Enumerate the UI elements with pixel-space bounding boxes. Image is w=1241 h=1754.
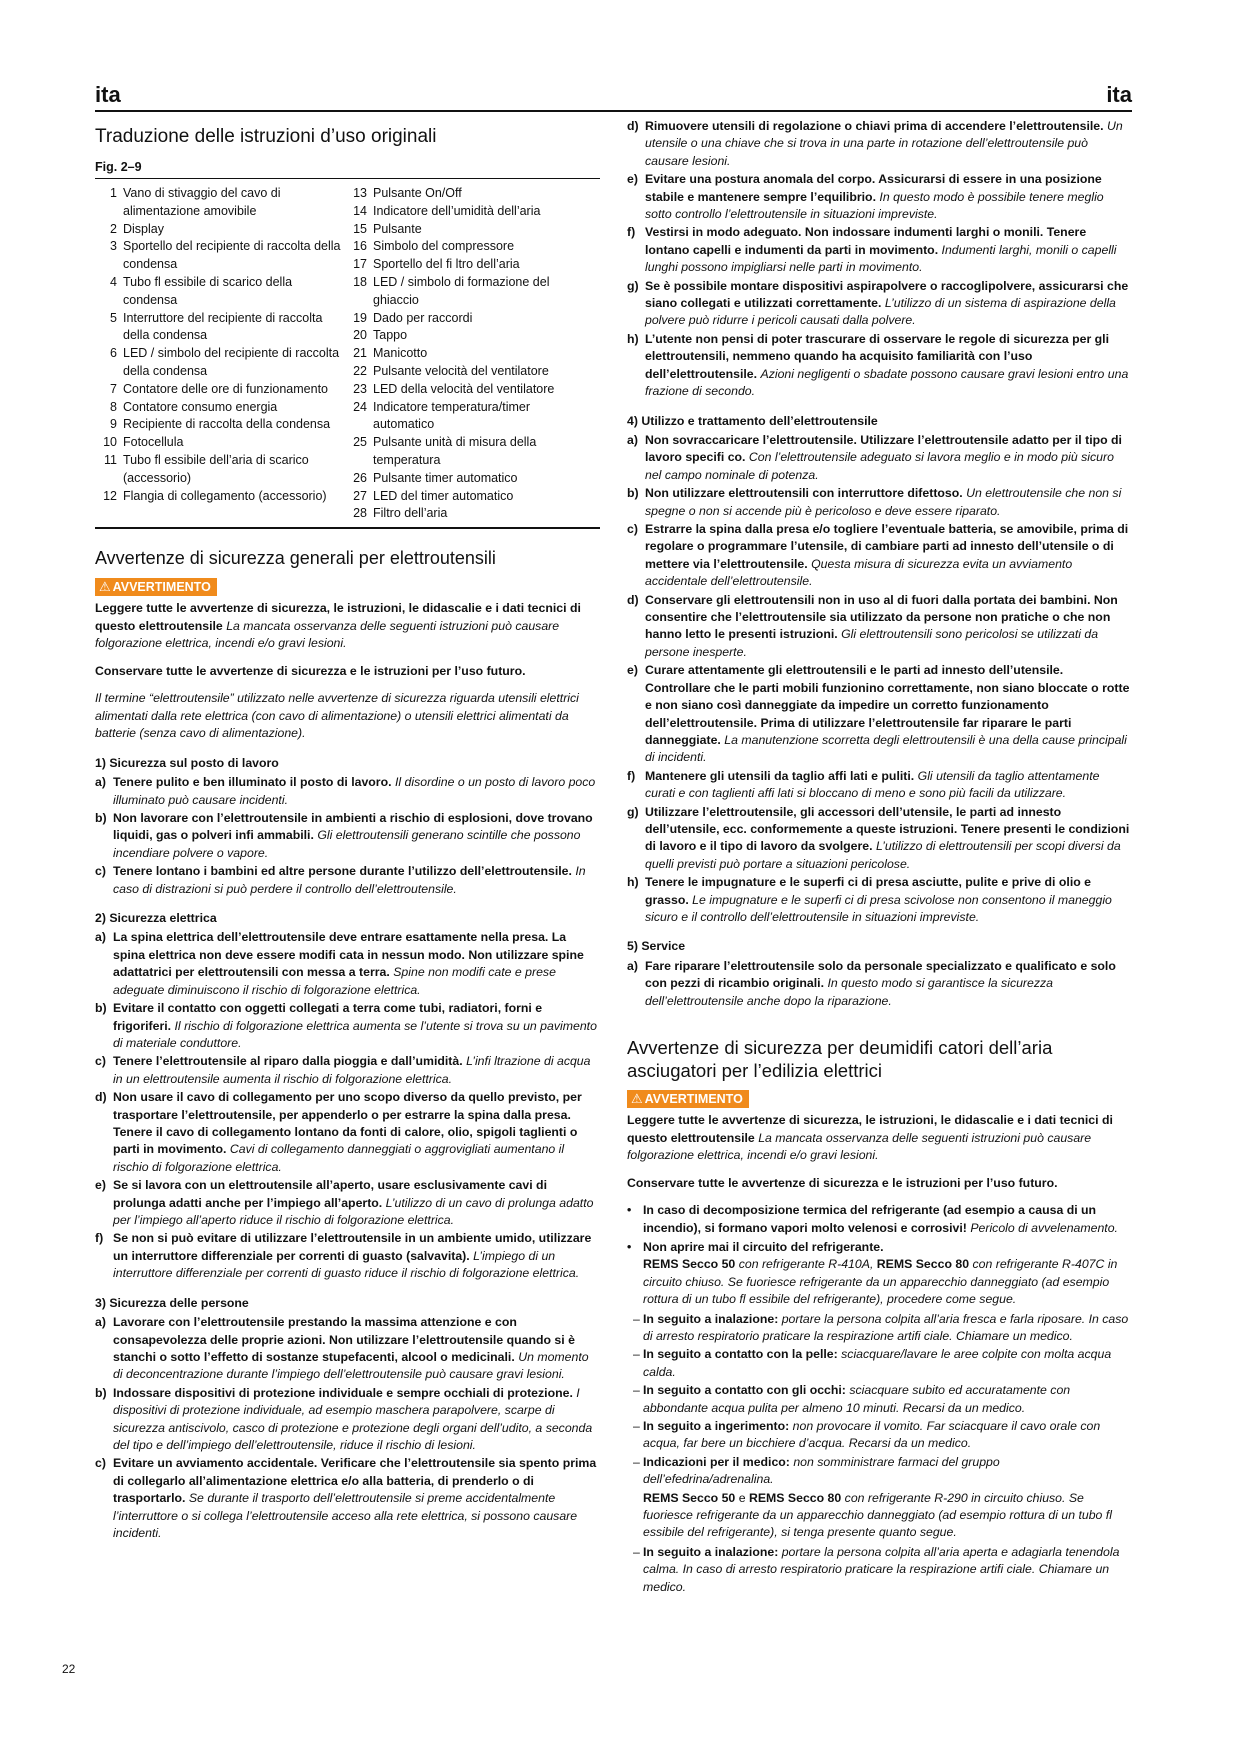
list-item [627, 768, 1132, 803]
item-italic-text: Gli utensili da taglio attentamente curati e con taglienti affi lati si bloccano di meno e sono più facili da utilizzare. [645, 768, 1100, 801]
first-aid-item [633, 1311, 1132, 1346]
item-bold-text: Se non si può evitare di utilizzare l’elettroutensile in un ambiente umido, utilizzare un interruttore differenziale per correnti di guasto (salvavita). [113, 1231, 592, 1263]
item-body [645, 958, 1132, 1010]
item-body [645, 118, 1132, 170]
item-letter: f) [95, 1231, 104, 1246]
list-item [627, 331, 1132, 401]
list-item [627, 874, 1132, 926]
legend-number: 10 [103, 435, 117, 450]
legend-text: Filtro dell’aria [373, 506, 448, 521]
item-bold-text: Se si lavora con un elettroutensile all’aperto, usare esclusivamente cavi di prolunga adatti anche per l’impiego all’aperto. [113, 1178, 547, 1210]
bullet-decomposition: • In caso di decomposizione termica del refrigerante (ad esempio a causa di un incendio), si formano vapori molto velenosi e corrosivi! Pericolo di avvelenamento. [627, 1202, 1132, 1237]
page-number: 22 [62, 1662, 76, 1676]
legend-text: Sportello del fi ltro dell’aria [373, 257, 520, 272]
item-letter: f) [627, 768, 636, 783]
first-aid-item [633, 1382, 1132, 1417]
first-aid-text: portare la persona colpita all’aria aperta e adagiarla tenendola calma. In caso di arresto respiratorio praticare la respirazione artifi ciale. Chiamare un medico. [643, 1544, 1120, 1594]
legend-item [345, 381, 590, 399]
item-italic-text: Il disordine o un posto di lavoro poco illuminato può causare incidenti. [113, 775, 596, 807]
general-term: Il termine “elettroutensile” utilizzato nelle avvertenze di sicurezza riguarda utensili elettrici alimentati dalla rete elettrica (con cavo di alimentazione) o utensili elettrici alimentati da batterie (senza cavo di alimentazione). [95, 691, 579, 741]
item-bold-text: L’utente non pensi di poter trascurare di osservare le regole di sicurezza per gli elettroutensili, nemmeno quando ha acquisito familiarità con l’uso dell’elettroutensile. [645, 331, 1110, 381]
item-body [113, 863, 600, 898]
legend-item [345, 363, 590, 381]
item-italic-text: In caso di distrazioni si può perdere il controllo dell’elettroutensile. [113, 864, 586, 896]
first-aid-heading: In seguito a ingerimento: [643, 1418, 790, 1433]
dash-marker: – [633, 1311, 640, 1326]
item-italic-text: Indumenti larghi, monili o capelli lunghi possono impigliarsi nelle parti in movimento. [645, 242, 1117, 275]
section-5-list [627, 958, 1132, 1010]
header-lang-right: ita [1106, 82, 1132, 107]
legend-text: Contatore consumo energia [123, 399, 278, 414]
legend-number: 22 [353, 363, 367, 378]
item-bold-text: Tenere le impugnature e le superfi ci di presa asciutte, pulite e prive di olio e grasso. [645, 875, 1092, 907]
item-body [645, 432, 1132, 484]
header-lang-left: ita [95, 82, 121, 107]
item-bold-text: Mantenere gli utensili da taglio affi lati e puliti. [645, 768, 915, 783]
first-aid-heading: In seguito a inalazione: [643, 1544, 779, 1559]
legend-number: 18 [353, 274, 367, 289]
dehum-intro: Leggere tutte le avvertenze di sicurezza, le istruzioni, le didascalie e i dati tecnici di questo elettroutensile La mancata osservanza delle seguenti istruzioni può causare folgorazione elettrica, incendi e/o gravi lesioni. [627, 1113, 1113, 1163]
list-item [627, 958, 1132, 1010]
legend-item [345, 434, 590, 470]
item-body [645, 521, 1132, 591]
legend-text: Interruttore del recipiente di raccolta della condensa [123, 310, 323, 343]
item-italic-text: Gli elettroutensili generano scintille che possono incendiare polvere o vapore. [113, 828, 581, 860]
item-letter: a) [95, 930, 106, 945]
item-letter: f) [627, 225, 636, 240]
warning-badge-2 [627, 1090, 749, 1108]
dehum-keep: Conservare tutte le avvertenze di sicurezza e le istruzioni per l’uso futuro. [627, 1175, 1058, 1190]
first-aid-text: sciacquare/lavare le aree colpite con molta acqua calda. [643, 1347, 1112, 1379]
legend-item [95, 434, 345, 452]
first-aid-list-1 [627, 1311, 1132, 1489]
dehumidifier-safety-title: Avvertenze di sicurezza per deumidifi catori dell’aria asciugatori per l’edilizia elettrici [627, 1037, 1053, 1082]
left-column [95, 118, 600, 1543]
item-letter: b) [95, 810, 107, 825]
legend-number: 19 [353, 310, 367, 325]
item-bold-text: Evitare un avviamento accidentale. Verificare che l’elettroutensile sia spento prima di collegarlo all’alimentazione elettrica e/o alla batteria, di prenderlo o di trasportarlo. [113, 1456, 597, 1506]
item-body [113, 810, 600, 862]
legend-text: LED del timer automatico [373, 488, 514, 503]
first-aid-text: non somministrare farmaci del gruppo dell’efedrina/adrenalina. [643, 1454, 1000, 1487]
item-bold-text: Tenere pulito e ben illuminato il posto di lavoro. [113, 775, 392, 790]
item-italic-text: Le impugnature e le superfi ci di presa scivolose non consentono il maneggio sicuro e il controllo dell’elettroutensile in situazioni impreviste. [645, 892, 1112, 924]
list-item [95, 1385, 600, 1455]
first-aid-item [633, 1346, 1132, 1381]
item-bold-text: Non sovraccaricare l’elettroutensile. Utilizzare l’elettroutensile adatto per il tipo di lavoro specifi co. [645, 433, 1122, 465]
legend-text: Pulsante timer automatico [373, 470, 518, 485]
list-item [95, 1089, 600, 1176]
legend-number: 26 [353, 470, 367, 485]
legend-left-list [95, 185, 345, 523]
section-1-title: 1) Sicurezza sul posto di lavoro [95, 755, 279, 770]
list-item [627, 485, 1132, 520]
legend-item [95, 452, 345, 488]
list-item [95, 774, 600, 809]
legend-item [95, 221, 345, 239]
item-body [645, 485, 1132, 520]
item-bold-text: Evitare il contatto con oggetti collegati a terra come tubi, radiatori, forni e frigoriferi. [113, 1001, 543, 1033]
item-body [645, 171, 1132, 223]
dash-marker: – [633, 1454, 640, 1469]
legend-item [345, 505, 590, 523]
item-letter: g) [627, 804, 639, 819]
legend-text: LED della velocità del ventilatore [373, 381, 555, 396]
general-safety-title: Avvertenze di sicurezza generali per elettroutensili [95, 548, 496, 569]
item-letter: b) [95, 1385, 107, 1400]
item-italic-text: L’utilizzo di un sistema di aspirazione della polvere può ridurre i pericoli causati dalla polvere. [645, 296, 1116, 328]
legend-text: Fotocellula [123, 435, 184, 450]
legend-text: Pulsante velocità del ventilatore [373, 363, 549, 378]
list-item [95, 1000, 600, 1052]
item-italic-text: Un utensile o una chiave che si trova in una parte in rotazione dell’elettroutensile può causare lesioni. [645, 119, 1123, 168]
item-letter: a) [95, 775, 106, 790]
item-bold-text: Lavorare con l’elettroutensile prestando la massima attenzione e con consapevolezza delle proprie azioni. Non utilizzare l’elettroutensile quando si è stanchi o sotto l’effetto di sostanze stupefacenti, alcool o medicinali. [113, 1315, 575, 1364]
legend-number: 15 [353, 221, 367, 236]
item-letter: h) [627, 331, 639, 346]
legend-number: 13 [353, 186, 367, 200]
list-item [627, 432, 1132, 484]
legend-number: 20 [353, 328, 367, 343]
page-header [95, 80, 1132, 112]
legend-item [95, 238, 345, 274]
legend-text: Tappo [373, 328, 408, 343]
dash-marker: – [633, 1544, 640, 1559]
legend-item [345, 274, 590, 310]
item-italic-text: Gli elettroutensili sono pericolosi se utilizzati da persone inesperte. [645, 627, 1099, 659]
item-body [645, 331, 1132, 401]
section-3-list [95, 1314, 600, 1542]
item-letter: c) [627, 522, 638, 537]
first-aid-text: non provocare il vomito. Far sciacquare il cavo orale con acqua, far bere un bicchiere d’acqua. Recarsi da un medico. [643, 1418, 1101, 1451]
legend-text: Tubo fl essibile di scarico della condensa [123, 274, 293, 307]
legend-text: LED / simbolo di formazione del ghiaccio [373, 274, 550, 307]
item-body [113, 1385, 600, 1455]
list-item [627, 171, 1132, 223]
list-item [95, 1455, 600, 1542]
section-2-title: 2) Sicurezza elettrica [95, 910, 217, 925]
legend-item [345, 185, 590, 203]
item-body [113, 1000, 600, 1052]
warning-label-2: AVVERTIMENTO [644, 1092, 743, 1107]
legend-item [95, 345, 345, 381]
item-bold-text: Conservare gli elettroutensili non in uso al di fuori dalla portata dei bambini. Non consentire che l’elettroutensile sia utilizzato da persone non pratiche o che non hanno letto le presenti istruzioni. [645, 592, 1118, 642]
item-letter: d) [627, 119, 639, 133]
legend-item [345, 221, 590, 239]
warning-triangle-icon: ⚠ [631, 1091, 643, 1107]
r290-models: REMS Secco 50 e REMS Secco 80 con refrigerante R-290 in circuito chiuso. Se fuoriesce refrigerante da un apparecchio danneggiato (ad esempio rottura di un tubo fl essibile del refrigerante), si tenga presente quanto segue. [643, 1490, 1112, 1540]
item-bold-text: Estrarre la spina dalla presa e/o togliere l’eventuale batteria, se amovibile, prima di regolare o programmare l’utensile, di cambiare parti ad innesto dell’utensile o di mettere via l’elettroutensile. [645, 522, 1129, 571]
section-3-continued-list [627, 118, 1132, 401]
list-item [627, 278, 1132, 330]
legend-item [95, 488, 345, 506]
item-italic-text: L’infi ltrazione di acqua in un elettroutensile aumenta il rischio di folgorazione elettrica. [113, 1054, 591, 1086]
item-italic-text: In questo modo si garantisce la sicurezza dell’elettroutensile anche dopo la riparazione. [645, 976, 1053, 1008]
first-aid-item [633, 1454, 1132, 1489]
first-aid-item [633, 1418, 1132, 1453]
legend-number: 25 [353, 435, 367, 450]
item-letter: d) [627, 592, 639, 607]
legend-item [95, 274, 345, 310]
list-item [95, 1177, 600, 1229]
right-column [627, 118, 1132, 1597]
legend-text: Pulsante unità di misura della temperatura [373, 435, 537, 467]
legend-number: 14 [353, 203, 367, 218]
legend-text: Display [123, 221, 164, 236]
legend-item [95, 416, 345, 434]
legend-number: 17 [353, 257, 367, 272]
item-body [113, 1455, 600, 1542]
legend-number: 9 [110, 417, 117, 432]
legend-text: Flangia di collegamento (accessorio) [123, 488, 327, 503]
dash-marker: – [633, 1418, 640, 1433]
item-italic-text: Azioni negligenti o sbadate possono causare gravi lesioni entro una frazione di secondo. [645, 366, 1129, 399]
dash-marker: – [633, 1347, 640, 1362]
item-italic-text: L’utilizzo di elettroutensili per scopi diversi da quelli previsti può portare a situazioni pericolose. [645, 839, 1121, 871]
item-letter: e) [627, 663, 638, 678]
list-item [95, 1314, 600, 1384]
legend-number: 8 [110, 399, 117, 414]
list-item [95, 929, 600, 999]
item-body [645, 224, 1132, 276]
item-body [113, 1314, 600, 1384]
first-aid-text: sciacquare subito ed accuratamente con abbondante acqua pulita per almeno 10 minuti. Recarsi da un medico. [643, 1383, 1071, 1415]
item-italic-text: Spine non modifi cate e prese adeguate diminuiscono il rischio di folgorazione elettrica. [113, 965, 556, 997]
legend-text: Simbolo del compressore [373, 239, 515, 254]
item-italic-text: Con l’elettroutensile adeguato si lavora meglio e in modo più sicuro nel campo nominale di potenza. [645, 450, 1114, 482]
section-5-title: 5) Service [627, 939, 686, 954]
item-bold-text: Indossare dispositivi di protezione individuale e sempre occhiali di protezione. [113, 1385, 573, 1400]
legend-text: Pulsante [373, 221, 422, 236]
item-bold-text: Evitare una postura anomala del corpo. Assicurarsi di essere in una posizione stabile e mantenere sempre l’equilibrio. [645, 172, 1102, 204]
section-4-list [627, 432, 1132, 926]
item-body [113, 1089, 600, 1176]
item-body [645, 592, 1132, 662]
first-aid-text: portare la persona colpita all’aria fresca e farla riposare. In caso di arresto respiratorio praticare la respirazione artifi ciale. Chiamare un medico. [643, 1311, 1129, 1343]
section-2-list [95, 929, 600, 1282]
item-letter: a) [627, 433, 638, 447]
legend-text: Tubo fl essibile dell’aria di scarico (accessorio) [123, 452, 309, 485]
item-bold-text: Curare attentamente gli elettroutensili e le parti ad innesto dell’utensile. Controllare che le parti mobili funzionino correttamente, non siano bloccate o rotte e non siano così danneggiate da impedire un corretto funzionamento dell’elettroutensile. Prima di utilizzare l’elettroutensile far riparare le parti danneggiate. [645, 663, 1130, 747]
first-aid-heading: In seguito a contatto con gli occhi: [643, 1383, 846, 1398]
list-item [627, 118, 1132, 170]
item-body [113, 1177, 600, 1229]
legend-text: Contatore delle ore di funzionamento [123, 381, 328, 396]
list-item [627, 592, 1132, 662]
item-italic-text: La manutenzione scorretta degli elettroutensili è una della cause principali di incidenti. [645, 732, 1127, 765]
legend-text: Sportello del recipiente di raccolta della condensa [123, 239, 341, 272]
figure-legend [95, 185, 600, 529]
item-bold-text: Se è possibile montare dispositivi aspirapolvere o raccoglipolvere, assicurarsi che siano collegati e utilizzati correttamente. [645, 278, 1129, 311]
legend-number: 24 [353, 399, 367, 414]
legend-item [95, 381, 345, 399]
item-bold-text: Non utilizzare elettroutensili con interruttore difettoso. [645, 486, 963, 501]
legend-number: 12 [103, 488, 117, 503]
item-italic-text: I dispositivi di protezione individuale, ad esempio maschera parapolvere, scarpe di sicurezza antiscivolo, casco di protezione e protezione degli organi dell’udito, a seconda del tipo e dell’impiego dell’elettroutensile, riduce il rischio di lesioni. [113, 1385, 593, 1452]
item-bold-text: Utilizzare l’elettroutensile, gli accessori dell’utensile, le parti ad innesto dell’utensile, ecc. conformemente a queste istruzioni. Tenere presenti le condizioni di lavoro e il tipo di lavoro da svolgere. [645, 804, 1130, 854]
item-italic-text: Un momento di deconcentrazione durante l’impiego dell’elettroutensile può causare gravi lesioni. [113, 1349, 589, 1382]
legend-text: Pulsante On/Off [373, 186, 462, 200]
legend-number: 23 [353, 381, 367, 396]
list-item [95, 863, 600, 898]
legend-number: 2 [110, 221, 117, 236]
item-letter: g) [627, 278, 639, 293]
legend-item [345, 256, 590, 274]
item-body [645, 768, 1132, 803]
legend-number: 1 [110, 186, 117, 200]
legend-item [95, 310, 345, 346]
legend-item [345, 203, 590, 221]
item-letter: c) [95, 1054, 106, 1069]
item-letter: e) [627, 172, 638, 187]
first-aid-list-2 [627, 1544, 1132, 1596]
bullet-dot: • [627, 1203, 632, 1218]
item-body [113, 1230, 600, 1282]
item-letter: a) [627, 958, 638, 973]
list-item [627, 662, 1132, 766]
item-letter: c) [95, 1456, 106, 1471]
item-italic-text: Un elettroutensile che non si spegne o non si accende più è pericoloso e deve essere riparato. [645, 486, 1122, 518]
legend-text: Dado per raccordi [373, 310, 473, 325]
legend-item [95, 399, 345, 417]
item-body [645, 662, 1132, 766]
legend-text: LED / simbolo del recipiente di raccolta della condensa [123, 346, 340, 378]
item-body [645, 278, 1132, 330]
list-item [95, 1053, 600, 1088]
general-intro: Leggere tutte le avvertenze di sicurezza, le istruzioni, le didascalie e i dati tecnici di questo elettroutensile La mancata osservanza delle seguenti istruzioni può causare folgorazione elettrica, incendi e/o gravi lesioni. [95, 601, 581, 651]
legend-text: Indicatore temperatura/timer automatico [373, 399, 531, 432]
item-body [113, 774, 600, 809]
list-item [627, 224, 1132, 276]
item-letter: b) [627, 486, 639, 501]
legend-number: 27 [353, 488, 367, 503]
item-bold-text: Tenere lontano i bambini ed altre persone durante l’utilizzo dell’elettroutensile. [113, 864, 572, 879]
list-item [95, 810, 600, 862]
legend-item [345, 399, 590, 435]
item-letter: a) [95, 1315, 106, 1330]
first-aid-item [633, 1544, 1132, 1596]
legend-item [345, 345, 590, 363]
legend-item [345, 488, 590, 506]
item-body [645, 874, 1132, 926]
item-letter: e) [95, 1178, 106, 1193]
legend-right-list [345, 185, 590, 523]
item-italic-text: L’impiego di un interruttore differenziale per correnti di guasto riduce il rischio di folgorazione elettrica. [113, 1248, 580, 1281]
legend-item [345, 327, 590, 345]
page-title: Traduzione delle istruzioni d’uso originali [95, 126, 437, 147]
legend-text: Indicatore dell’umidità dell’aria [373, 203, 541, 218]
warning-triangle-icon: ⚠ [99, 579, 111, 595]
section-4-title: 4) Utilizzo e trattamento dell’elettroutensile [627, 413, 878, 428]
legend-number: 4 [110, 274, 117, 289]
dash-marker: – [633, 1383, 640, 1398]
legend-item [345, 238, 590, 256]
item-bold-text: Non lavorare con l’elettroutensile in ambienti a rischio di esplosioni, dove trovano liquidi, gas o polveri infi ammabili. [113, 810, 593, 843]
legend-item [95, 185, 345, 221]
item-italic-text: In questo modo è possibile tenere meglio sotto controllo l’elettroutensile in situazioni impreviste. [645, 189, 1104, 222]
legend-number: 3 [110, 239, 117, 254]
legend-number: 7 [110, 381, 117, 396]
section-1-list [95, 774, 600, 898]
legend-number: 5 [110, 310, 117, 325]
item-body [645, 804, 1132, 874]
item-letter: d) [95, 1090, 107, 1105]
legend-number: 6 [110, 346, 117, 361]
warning-label: AVVERTIMENTO [112, 580, 211, 595]
list-item [95, 1230, 600, 1282]
legend-item [345, 310, 590, 328]
legend-number: 16 [353, 239, 367, 254]
legend-text: Recipiente di raccolta della condensa [123, 417, 331, 432]
warning-badge [95, 578, 217, 596]
first-aid-heading: In seguito a inalazione: [643, 1311, 779, 1326]
first-aid-heading: Indicazioni per il medico: [643, 1454, 790, 1469]
item-italic-text: Se durante il trasporto dell’elettroutensile si preme accidentalmente l’interruttore o si collega l’elettroutensile acceso alla rete elettrica, si possono causare incidenti. [113, 1491, 578, 1540]
section-3-title: 3) Sicurezza delle persone [95, 1295, 249, 1310]
list-item [627, 521, 1132, 591]
item-body [113, 1053, 600, 1088]
bullet-refrigerant-circuit: • Non aprire mai il circuito del refrigerante. REMS Secco 50 con refrigerante R-410A, REMS Secco 80 con refrigerante R-407C in circuito chiuso. Se fuoriesce refrigerante da un apparecchio danneggiato (ad esempio rottura di un tubo fl essibile del refrigerante), procedere come segue. [627, 1239, 1132, 1309]
item-italic-text: Cavi di collegamento danneggiati o aggrovigliati aumentano il rischio di folgorazione elettrica. [113, 1142, 565, 1174]
first-aid-heading: In seguito a contatto con la pelle: [643, 1347, 838, 1362]
item-italic-text: L’utilizzo di un cavo di prolunga adatto per l’impiego all’aperto riduce il rischio di folgorazione elettrica. [113, 1195, 594, 1227]
item-body [113, 929, 600, 999]
legend-item [345, 470, 590, 488]
item-letter: b) [95, 1001, 107, 1016]
item-italic-text: Il rischio di folgorazione elettrica aumenta se l’utente si trova su un pavimento di materiale conduttore. [113, 1018, 597, 1050]
list-item [627, 804, 1132, 874]
item-letter: h) [627, 875, 639, 890]
legend-number: 11 [104, 452, 117, 467]
item-bold-text: Non usare il cavo di collegamento per uno scopo diverso da quello previsto, per trasportare l’elettroutensile, per appenderlo o per estrarre la spina dalla presa. Tenere il cavo di collegamento lontano da fonti di calore, olio, spigoli taglienti o parti in movimento. [113, 1090, 582, 1157]
bullet-dot: • [627, 1239, 632, 1254]
legend-number: 28 [353, 506, 367, 521]
item-bold-text: Tenere l’elettroutensile al riparo dalla pioggia e dall’umidità. [113, 1054, 463, 1069]
legend-text: Manicotto [373, 346, 428, 361]
legend-number: 21 [353, 346, 367, 361]
item-bold-text: Vestirsi in modo adeguato. Non indossare indumenti larghi o monili. Tenere lontano capelli e indumenti da parti in movimento. [645, 225, 1087, 257]
figure-label: Fig. 2–9 [95, 160, 600, 179]
item-letter: c) [95, 864, 106, 879]
item-italic-text: Questa misura di sicurezza evita un avviamento accidentale dell’elettroutensile. [645, 556, 1073, 589]
legend-text: Vano di stivaggio del cavo di alimentazione amovibile [123, 186, 281, 218]
item-bold-text: Fare riparare l’elettroutensile solo da personale specializzato e qualificato e solo con pezzi di ricambio originali. [645, 958, 1116, 991]
item-bold-text: La spina elettrica dell’elettroutensile deve entrare esattamente nella presa. La spina elettrica non deve essere modifi cata in nessun modo. Non utilizzare spine adattatrici per elettroutensili con messa a terra. [113, 930, 584, 980]
general-keep: Conservare tutte le avvertenze di sicurezza e le istruzioni per l’uso futuro. [95, 663, 526, 678]
item-bold-text: Rimuovere utensili di regolazione o chiavi prima di accendere l’elettroutensile. [645, 119, 1104, 133]
